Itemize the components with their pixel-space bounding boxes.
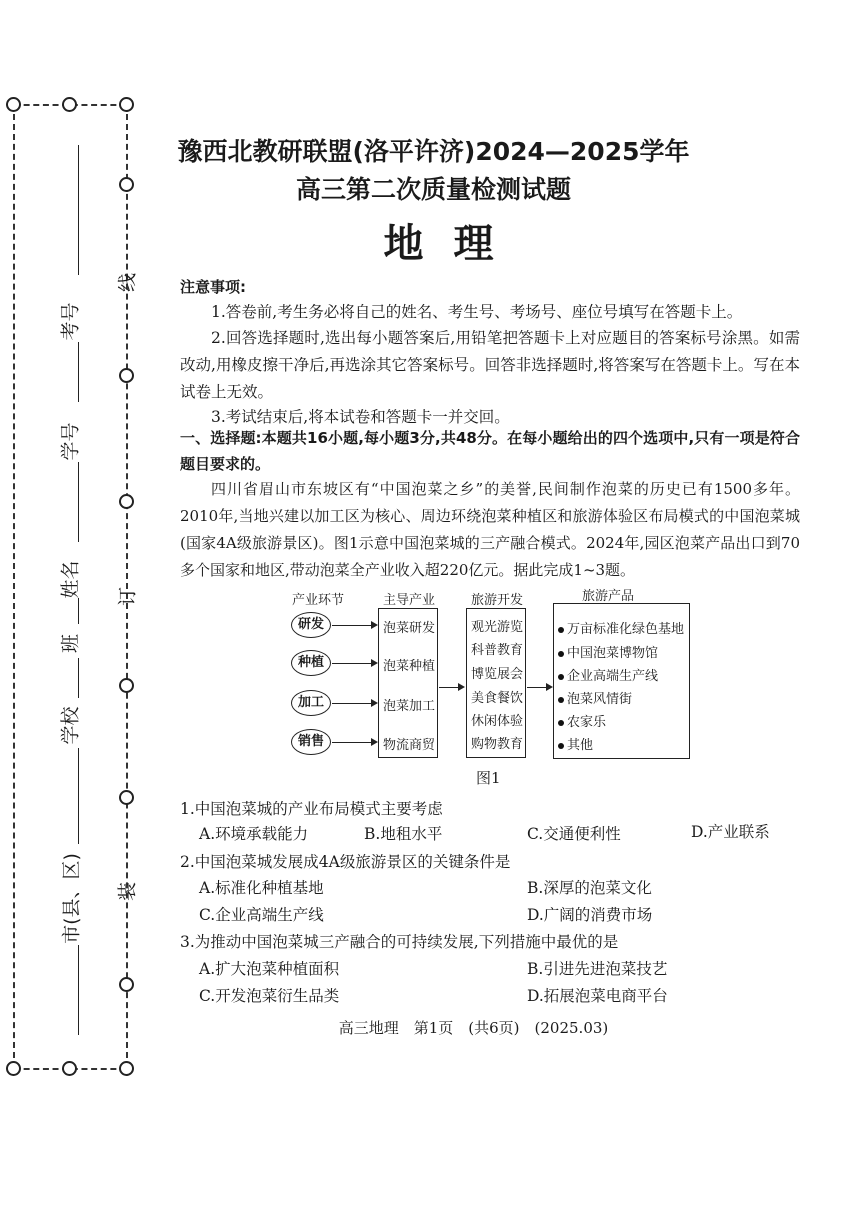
notice-heading: 注意事项: — [180, 278, 246, 296]
bullet-icon — [558, 743, 564, 749]
punch-hole — [119, 977, 134, 992]
industry-item: 泡菜种植 — [383, 659, 436, 674]
school-line — [78, 748, 79, 844]
subject-title: 地理 — [383, 221, 524, 267]
notice-item-2: 2.回答选择题时,选出每小题答案后,用铅笔把答题卡上对应题目的答案标号涂黑。如需改动,用橡皮擦干净后,再选涂其它答案标号。回答非选择题时,将答案写在答题卡上。写在本试卷上无效。 — [180, 329, 800, 401]
page-footer: 高三地理 第1页 (共6页) (2025.03) — [338, 1019, 609, 1037]
arrow-to-tourism — [439, 687, 463, 688]
header-tourism-products: 旅游产品 — [582, 589, 635, 604]
exam-no-line-2 — [78, 342, 79, 402]
q3-option-b[interactable]: B.引进先进泡菜技艺 — [527, 960, 668, 978]
product-item: 农家乐 — [558, 711, 606, 730]
punch-hole — [119, 494, 134, 509]
arrow-sales — [332, 742, 376, 743]
bullet-icon — [558, 627, 564, 633]
passage-text: 四川省眉山市东坡区有“中国泡菜之乡”的美誉,民间制作泡菜的历史已有1500多年。2010年,当地兴建以加工区为核心、周边环绕泡菜种植区和旅游体验区布局模式的中国泡菜城(国家4A级旅游景区)。图1示意中国泡菜城的三产融合模式。2024年,园区泡菜产品出口到70多个国家和地区,带动泡菜全产业收入超220亿元。据此完成1~3题。 — [180, 480, 800, 579]
q1-option-b[interactable]: B.地租水平 — [364, 825, 443, 843]
punch-hole — [6, 1061, 21, 1076]
product-item: 万亩标准化绿色基地 — [558, 618, 684, 637]
product-item: 泡菜风情街 — [558, 688, 632, 707]
punch-hole — [119, 678, 134, 693]
arrow-planting — [332, 663, 376, 664]
question-3-stem: 3.为推动中国泡菜城三产融合的可持续发展,下列措施中最优的是 — [180, 933, 619, 951]
arrow-processing — [332, 703, 376, 704]
industry-item: 泡菜研发 — [383, 621, 436, 636]
node-rd: 研发 — [291, 612, 331, 638]
city-label: 市(县、区) — [60, 853, 83, 944]
punch-hole — [119, 1061, 134, 1076]
student-no-label: 学号 — [59, 422, 82, 461]
notice-item-1: 1.答卷前,考生务必将自己的姓名、考生号、考场号、座位号填写在答题卡上。 — [211, 303, 743, 321]
tourism-dev-item: 博览展会 — [471, 667, 524, 682]
question-1-stem: 1.中国泡菜城的产业布局模式主要考虑 — [180, 800, 443, 818]
punch-hole — [6, 97, 21, 112]
product-item: 中国泡菜博物馆 — [558, 642, 658, 661]
bullet-icon — [558, 697, 564, 703]
q2-option-a[interactable]: A.标准化种植基地 — [199, 879, 324, 897]
header-leading-industry: 主导产业 — [383, 593, 436, 608]
punch-hole — [62, 1061, 77, 1076]
q3-option-c[interactable]: C.开发泡菜衍生品类 — [199, 987, 340, 1005]
q1-option-c[interactable]: C.交通便利性 — [527, 825, 621, 843]
punch-hole — [119, 790, 134, 805]
header-industry-link: 产业环节 — [292, 593, 345, 608]
tourism-dev-item: 科普教育 — [471, 643, 524, 658]
tourism-dev-item: 美食餐饮 — [471, 691, 524, 706]
bullet-icon — [558, 651, 564, 657]
q2-option-b[interactable]: B.深厚的泡菜文化 — [527, 879, 652, 897]
header-tourism-development: 旅游开发 — [471, 593, 524, 608]
punch-hole — [119, 97, 134, 112]
tourism-dev-item: 休闲体验 — [471, 714, 524, 729]
section1-heading: 一、选择题:本题共16小题,每小题3分,共48分。在每小题给出的四个选项中,只有一项是符合题目要求的。 — [180, 429, 800, 473]
punch-hole — [119, 368, 134, 383]
figure-caption: 图1 — [476, 769, 501, 787]
industry-item: 物流商贸 — [383, 738, 436, 753]
product-item: 其他 — [558, 734, 593, 753]
arrow-rd — [332, 625, 376, 626]
q2-option-c[interactable]: C.企业高端生产线 — [199, 906, 324, 924]
product-item: 企业高端生产线 — [558, 665, 658, 684]
cut-mark-bottom: 装 — [116, 882, 139, 902]
notice-item-3: 3.考试结束后,将本试卷和答题卡一并交回。 — [211, 408, 510, 426]
cut-mark-middle: 订 — [116, 587, 139, 607]
bullet-icon — [558, 720, 564, 726]
class-label: 班 — [59, 634, 82, 654]
punch-hole — [62, 97, 77, 112]
q3-option-a[interactable]: A.扩大泡菜种植面积 — [199, 960, 340, 978]
q2-option-d[interactable]: D.广阔的消费市场 — [527, 906, 653, 924]
q3-option-d[interactable]: D.拓展泡菜电商平台 — [527, 987, 668, 1005]
bullet-icon — [558, 674, 564, 680]
exam-no-label: 考号 — [59, 302, 82, 341]
exam-title-line2: 高三第二次质量检测试题 — [295, 175, 571, 204]
question-2-stem: 2.中国泡菜城发展成4A级旅游景区的关键条件是 — [180, 853, 511, 871]
student-no-line — [78, 462, 79, 542]
class-line — [78, 658, 79, 698]
node-sales: 销售 — [291, 729, 331, 755]
q1-option-a[interactable]: A.环境承载能力 — [199, 825, 309, 843]
tourism-dev-item: 观光游览 — [471, 620, 524, 635]
school-label: 学校 — [59, 706, 82, 745]
q1-option-d[interactable]: D.产业联系 — [691, 823, 770, 841]
arrow-to-products — [527, 687, 551, 688]
node-processing: 加工 — [291, 690, 331, 716]
tourism-dev-item: 购物教育 — [471, 737, 524, 752]
cut-mark-top: 线 — [116, 273, 139, 293]
exam-title-line1: 豫西北教研联盟(洛平许济)2024—2025学年 — [177, 137, 690, 166]
name-label: 姓名 — [59, 560, 82, 599]
node-planting: 种植 — [291, 650, 331, 676]
industry-item: 泡菜加工 — [383, 699, 436, 714]
